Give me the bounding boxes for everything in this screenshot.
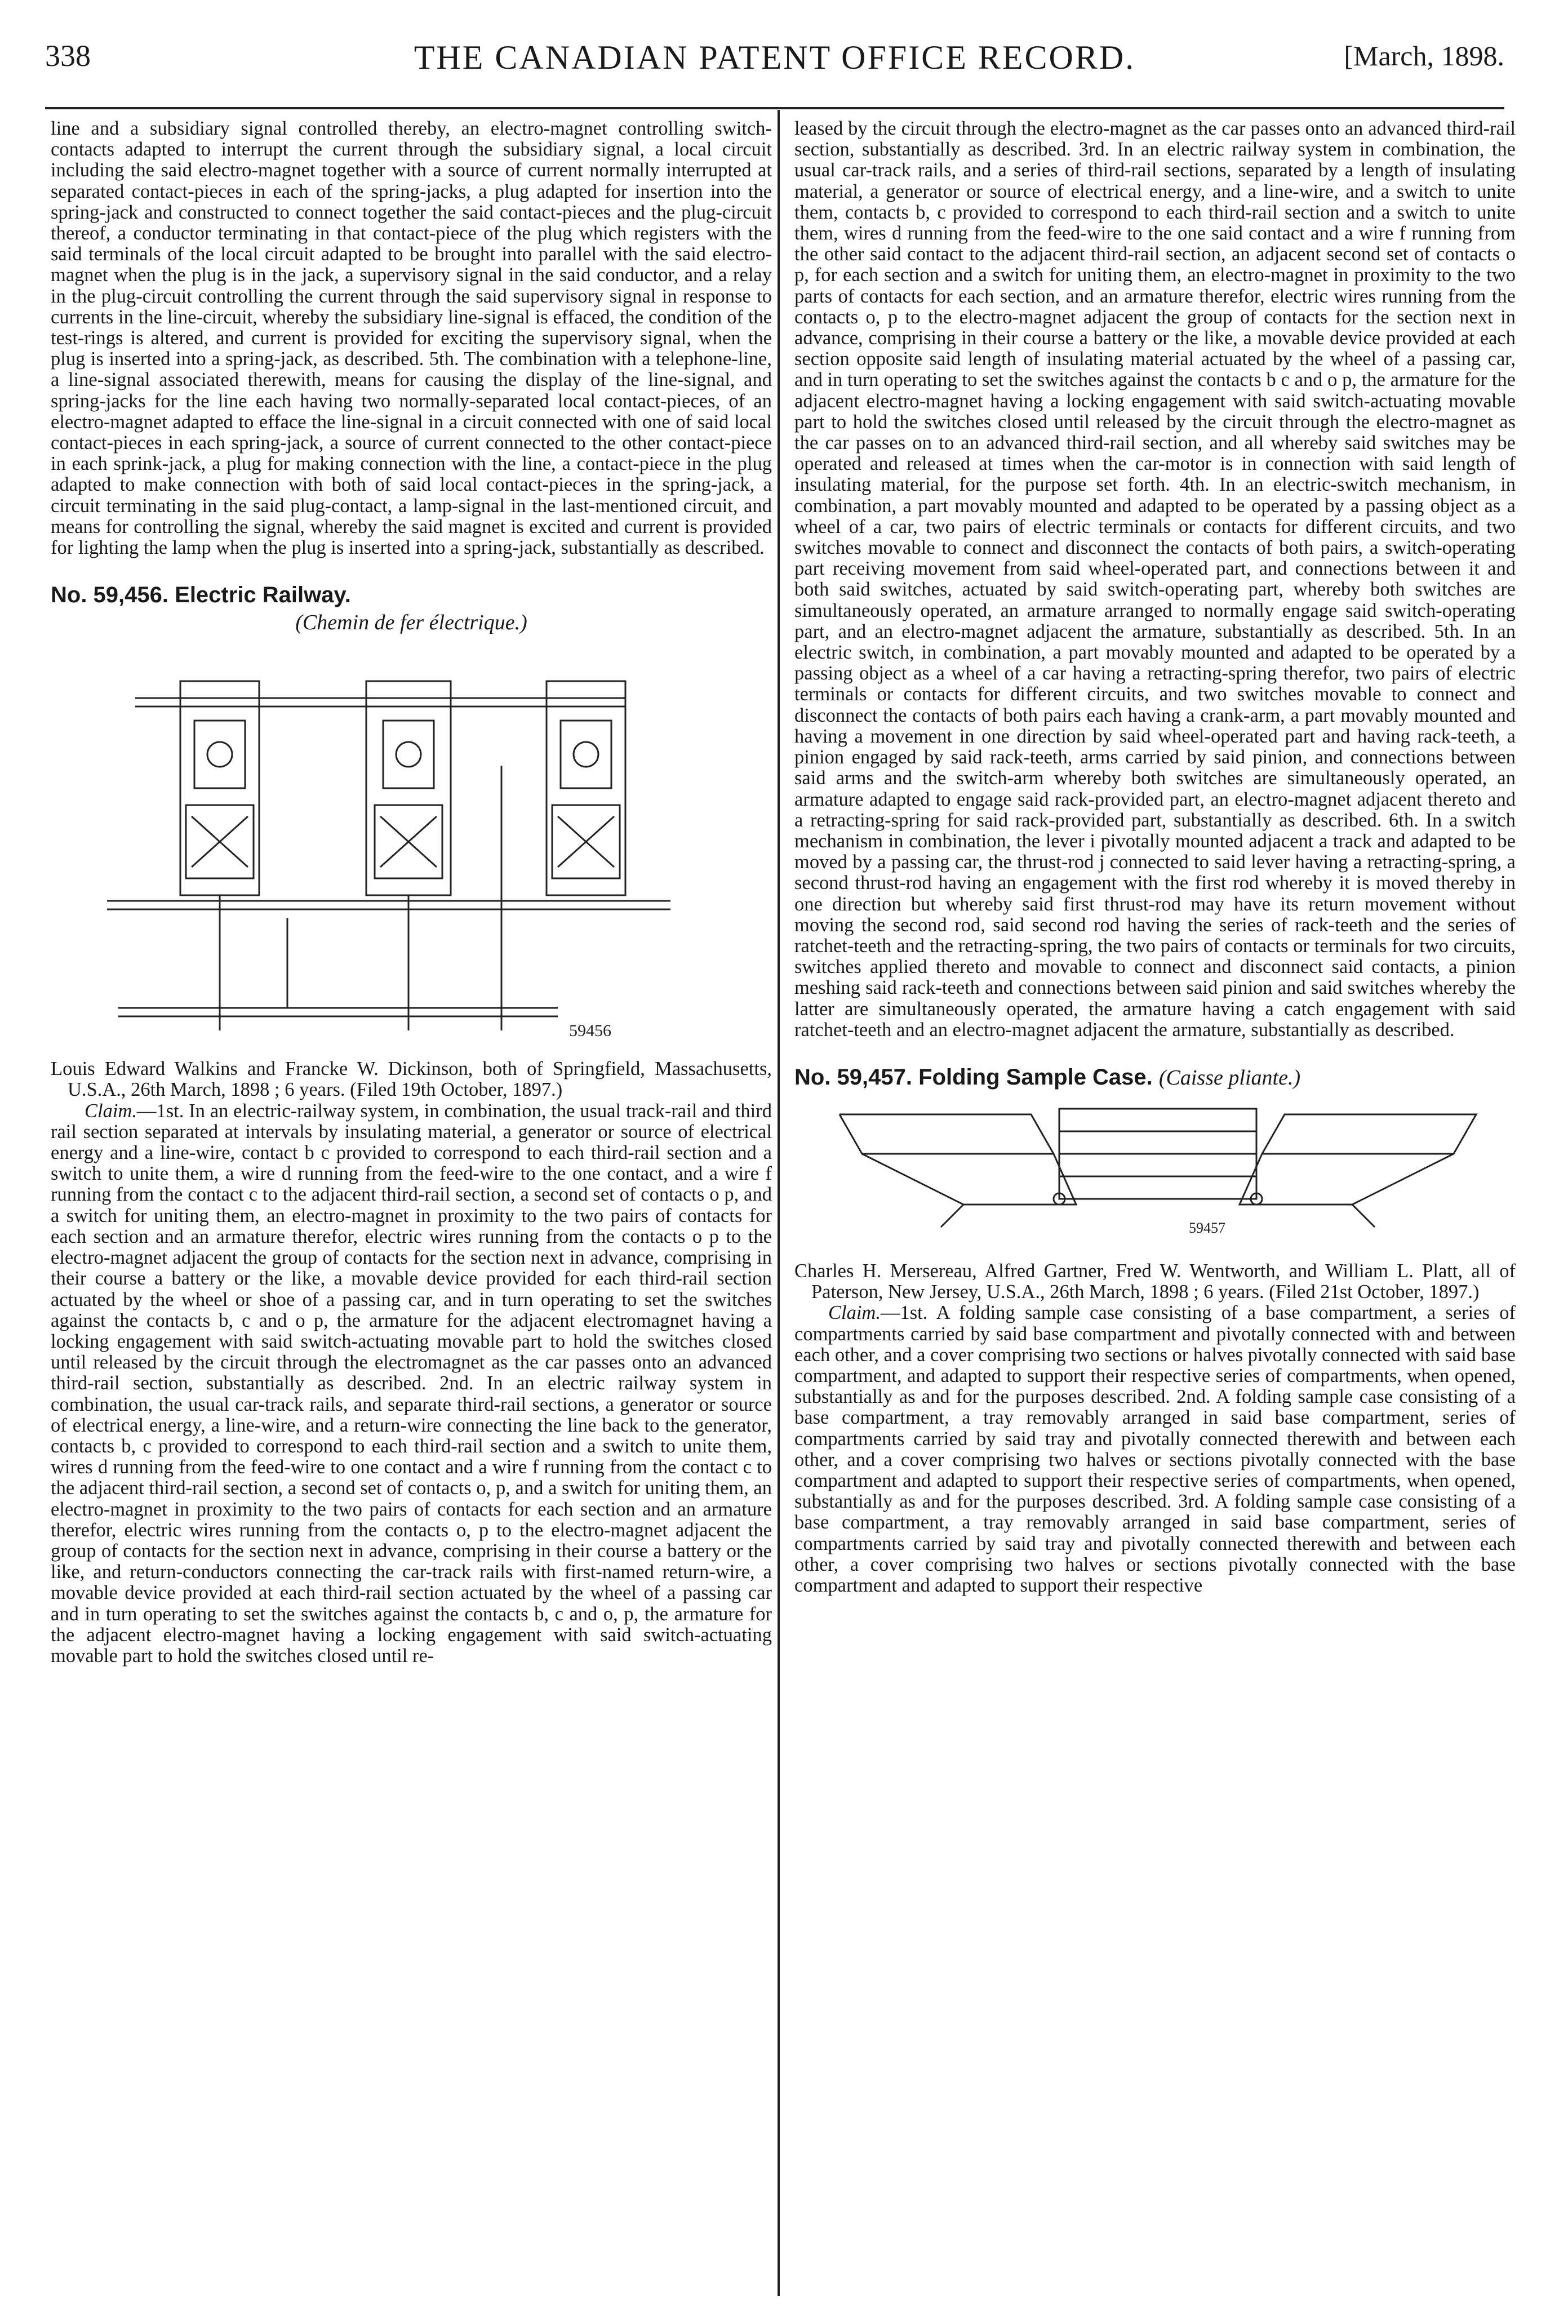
patent-french-title: (Chemin de fer électrique.): [295, 611, 527, 635]
claim-label: Claim.: [828, 1302, 881, 1324]
header-rule: [45, 107, 1504, 109]
patent-heading: [794, 1063, 1516, 1092]
electric-railway-drawing: [51, 636, 772, 1042]
claim-text: —1st. In an electric-railway system, in combination, the usual track-rail and third rail section separated at intervals by insulating material, a generator or source of electrical energy and a line-wire, contact b c provided to correspond to each third-rail section and a switch to unite them, a wire d running from the feed-wire to the one contact, and a wire f running from the contact c to the adjacent third-rail section, a second set of contacts o p, and a switch for uniting them, an electro-magnet in proximity to the two pairs of contacts for each section and an armature therefor, electric wires running from the contacts o p to the electro-magnet adjacent the group of contacts for the section next in advance, comprising in their course a battery or the like, a movable device provided for each third-rail section actuated by the wheel or shoe of a passing car, and in turn operating to set the switches against the contacts b, c and o p, the armature for the adjacent electromagnet having a locking engagement with said switch-actuating movable part to hold the switches closed until released by the circuit through the electromagnet as the car passes onto an advanced third-rail section, substantially as described. 2nd. In an electric railway system in combination, the usual car-track rails, and separate third-rail sections, a generator or source of electrical energy, a line-wire, and a return-wire connecting the line back to the generator, contacts b, c provided to correspond to each third-rail section and a switch to unite them, wires d running from the feed-wire to one contact and a wire f running from the contact c to the adjacent third-rail section, a second set of contacts o, p, and a switch for uniting them, an electro-magnet in proximity to the two pairs of contacts for each section and an armature therefor, electric wires running from the contacts o, p to the electro-magnet adjacent the group of contacts for the section next in advance, comprising in their course a battery or the like, and return-conductors connecting the car-track rails with first-named return-wire, a movable device provided at each third-rail section actuated by the wheel of a passing car and in turn operating to set the switches against the contacts b, c and o, p, the armature for the adjacent electro-magnet having a locking engagement with said switch-actuating movable part to hold the switches closed until re-: [51, 1100, 772, 1667]
patent-heading: [51, 581, 772, 609]
claim-label: Claim.: [85, 1100, 137, 1122]
continuation-text: leased by the circuit through the electro-magnet as the car passes onto an advanced third-rail section, substantially as described. 3rd. In an electric railway system in combination, the usual car-track rails, and a series of third-rail sections, separated by a length of insulating material, a generator or source of electrical energy, and a line-wire, and a switch to unite them, contacts b, c provided to correspond to each third-rail section and a switch to unite them, wires d running from the feed-wire to the one said contact and a wire f running from the other said contact to the adjacent third-rail section, an adjacent second set of contacts o p, for each section and a switch for uniting them, an electro-magnet in proximity to the two parts of contacts for each section, and an armature therefor, electric wires running from the contacts o, p to the electro-magnet adjacent the group of contacts for the section next in advance, comprising in their course a battery or the like, a movable device provided at each section opposite said length of insulating material actuated by the wheel of a passing car, and in turn operating to set the switches against the contacts b c and o p, the armature for the adjacent electro-magnet having a locking engagement with said switch-actuating movable part to hold the switches closed until released by the circuit through the electro-magnet as the car passes on to an advanced third-rail section, and all whereby said switches may be operated and released at times when the car-motor is in connection with said length of insulating material, for the purpose set forth. 4th. In an electric-switch mechanism, in combination, a part movably mounted and adapted to be operated by a passing object as a wheel of a car, two pairs of electric terminals or contacts for different circuits, and two switches movable to connect and disconnect the contacts of both pairs, a switch-operating part receiving movement from said wheel-operated part, and connections between it and both said switches, actuated by said switch-operating part, whereby both switches are simultaneously operated, an armature arranged to normally engage said switch-operating part, and an electro-magnet adjacent the armature, substantially as described. 5th. In an electric switch, in combination, a part movably mounted and adapted to be operated by a passing object as a wheel of a car having a retracting-spring therefor, two pairs of electric terminals or contacts for different circuits, and two switches movable to connect and disconnect the contacts of both pairs each having a crank-arm, a part movably mounted and having a movement in one direction by said wheel-operated part and having rack-teeth, a pinion engaged by said rack-teeth, arms carried by said pinion, and connections between said arms and the switch-arm whereby both switches are simultaneously operated, an armature adapted to engage said rack-provided part, an electro-magnet adjacent thereto and a retracting-spring for said rack-provided part, substantially as described. 6th. In a switch mechanism in combination, the lever i pivotally mounted adjacent a track and adapted to be moved by a passing car, the thrust-rod j connected to said lever having a retracting-spring, a second thrust-rod having an engagement with the first rod whereby it is moved thereby in one direction but whereby said first thrust-rod may have its return movement without moving the second rod, said second rod having the series of rack-teeth and the series of ratchet-teeth and the retracting-spring, the two pairs of contacts or terminals for two circuits, switches applied thereto and movable to connect and disconnect said contacts, a pinion meshing said rack-teeth and connections between said pinion and said switches whereby the latter are simultaneously operated, the armature having a catch engagement with said ratchet-teeth and an electro-magnet adjacent the armature, substantially as described.: [794, 118, 1516, 1041]
page-header: [45, 38, 1504, 79]
folding-sample-case-drawing: [794, 1092, 1516, 1238]
patent-french-title: (Caisse pliante.): [1158, 1065, 1301, 1090]
patent-number: No. 59,456.: [51, 583, 169, 608]
issue-date: [March, 1898.: [1344, 40, 1504, 72]
patent-claim: [51, 1101, 772, 1667]
left-column: [51, 118, 772, 1667]
claim-text: —1st. A folding sample case consisting of a base compartment, a series of compartments carried by said base compartment and pivotally connected with and between each other, and a cover comprising two sections or halves pivotally connected with said base compartment, and adapted to support their respective series of compartments, when opened, substantially as and for the purposes described. 2nd. A folding sample case consisting of a base compartment, a tray removably arranged in said base compartment, series of compartments carried by said tray and pivotally connected therewith and between each other, and a cover comprising two halves or sections pivotally connected with the base compartment and adapted to support their respective series of compartments, when opened, substantially as and for the purposes described. 3rd. A folding sample case consisting of a base compartment, a tray removably arranged in said base compartment, series of compartments carried by said tray and pivotally connected therewith and between each other, a cover comprising two halves or sections pivotally connected with the base compartment and adapted to support their respective: [794, 1302, 1516, 1596]
patent-applicants: Charles H. Mersereau, Alfred Gartner, Fred W. Wentworth, and William L. Platt, all of Paterson, New Jersey, U.S.A., 26th March, 1898 ; 6 years. (Filed 21st October, 1897.): [794, 1260, 1516, 1303]
patent-title: Electric Railway.: [175, 583, 351, 608]
journal-title: THE CANADIAN PATENT OFFICE RECORD.: [414, 39, 1136, 76]
patent-claim: [794, 1303, 1516, 1596]
patent-title: Folding Sample Case.: [918, 1064, 1153, 1090]
patent-applicants: Louis Edward Walkins and Francke W. Dickinson, both of Springfield, Massachusetts, U.S.A., 26th March, 1898 ; 6 years. (Filed 19th October, 1897.): [51, 1058, 772, 1101]
right-column: [794, 118, 1516, 1596]
figure-caption: 59457: [1189, 1219, 1225, 1236]
page-number: 338: [45, 39, 91, 73]
patent-number: No. 59,457.: [794, 1064, 913, 1090]
column-divider: [778, 110, 780, 2296]
figure-caption: 59456: [569, 1021, 611, 1041]
continuation-text: line and a subsidiary signal controlled thereby, an electro-magnet controlling switch-contacts adapted to interrupt the current through the subsidiary signal, a local circuit including the said electro-magnet together with a source of current normally interrupted at separated contact-pieces in each of the spring-jacks, a plug adapted for insertion into the spring-jack and constructed to connect together the said contact-pieces and the plug-circuit thereof, a conductor terminating in that contact-piece of the plug which registers with the said terminals of the local circuit adapted to be brought into parallel with the said electro-magnet when the plug is in the jack, a supervisory signal in the said conductor, and a relay in the plug-circuit controlling the current through the said supervisory signal in response to currents in the line-circuit, whereby the subsidiary line-signal is effaced, the condition of the test-rings is altered, and current is provided for exciting the supervisory signal, when the plug is inserted into a spring-jack, as described. 5th. The combination with a telephone-line, a line-signal associated therewith, means for causing the display of the line-signal, and spring-jacks for the line each having two normally-separated local contact-pieces, of an electro-magnet adapted to efface the line-signal in a circuit connected with one of said local contact-pieces in each spring-jack, a source of current connected to the other contact-piece in each sprink-jack, a plug for making connection with the line, a contact-piece in the plug adapted to make connection with both of said local contact-pieces in the spring-jack, a circuit terminating in the said plug-contact, a lamp-signal in the last-mentioned circuit, and means for controlling the signal, whereby the said magnet is excited and current is provided for lighting the lamp when the plug is inserted into a spring-jack, substantially as described.: [51, 118, 772, 559]
